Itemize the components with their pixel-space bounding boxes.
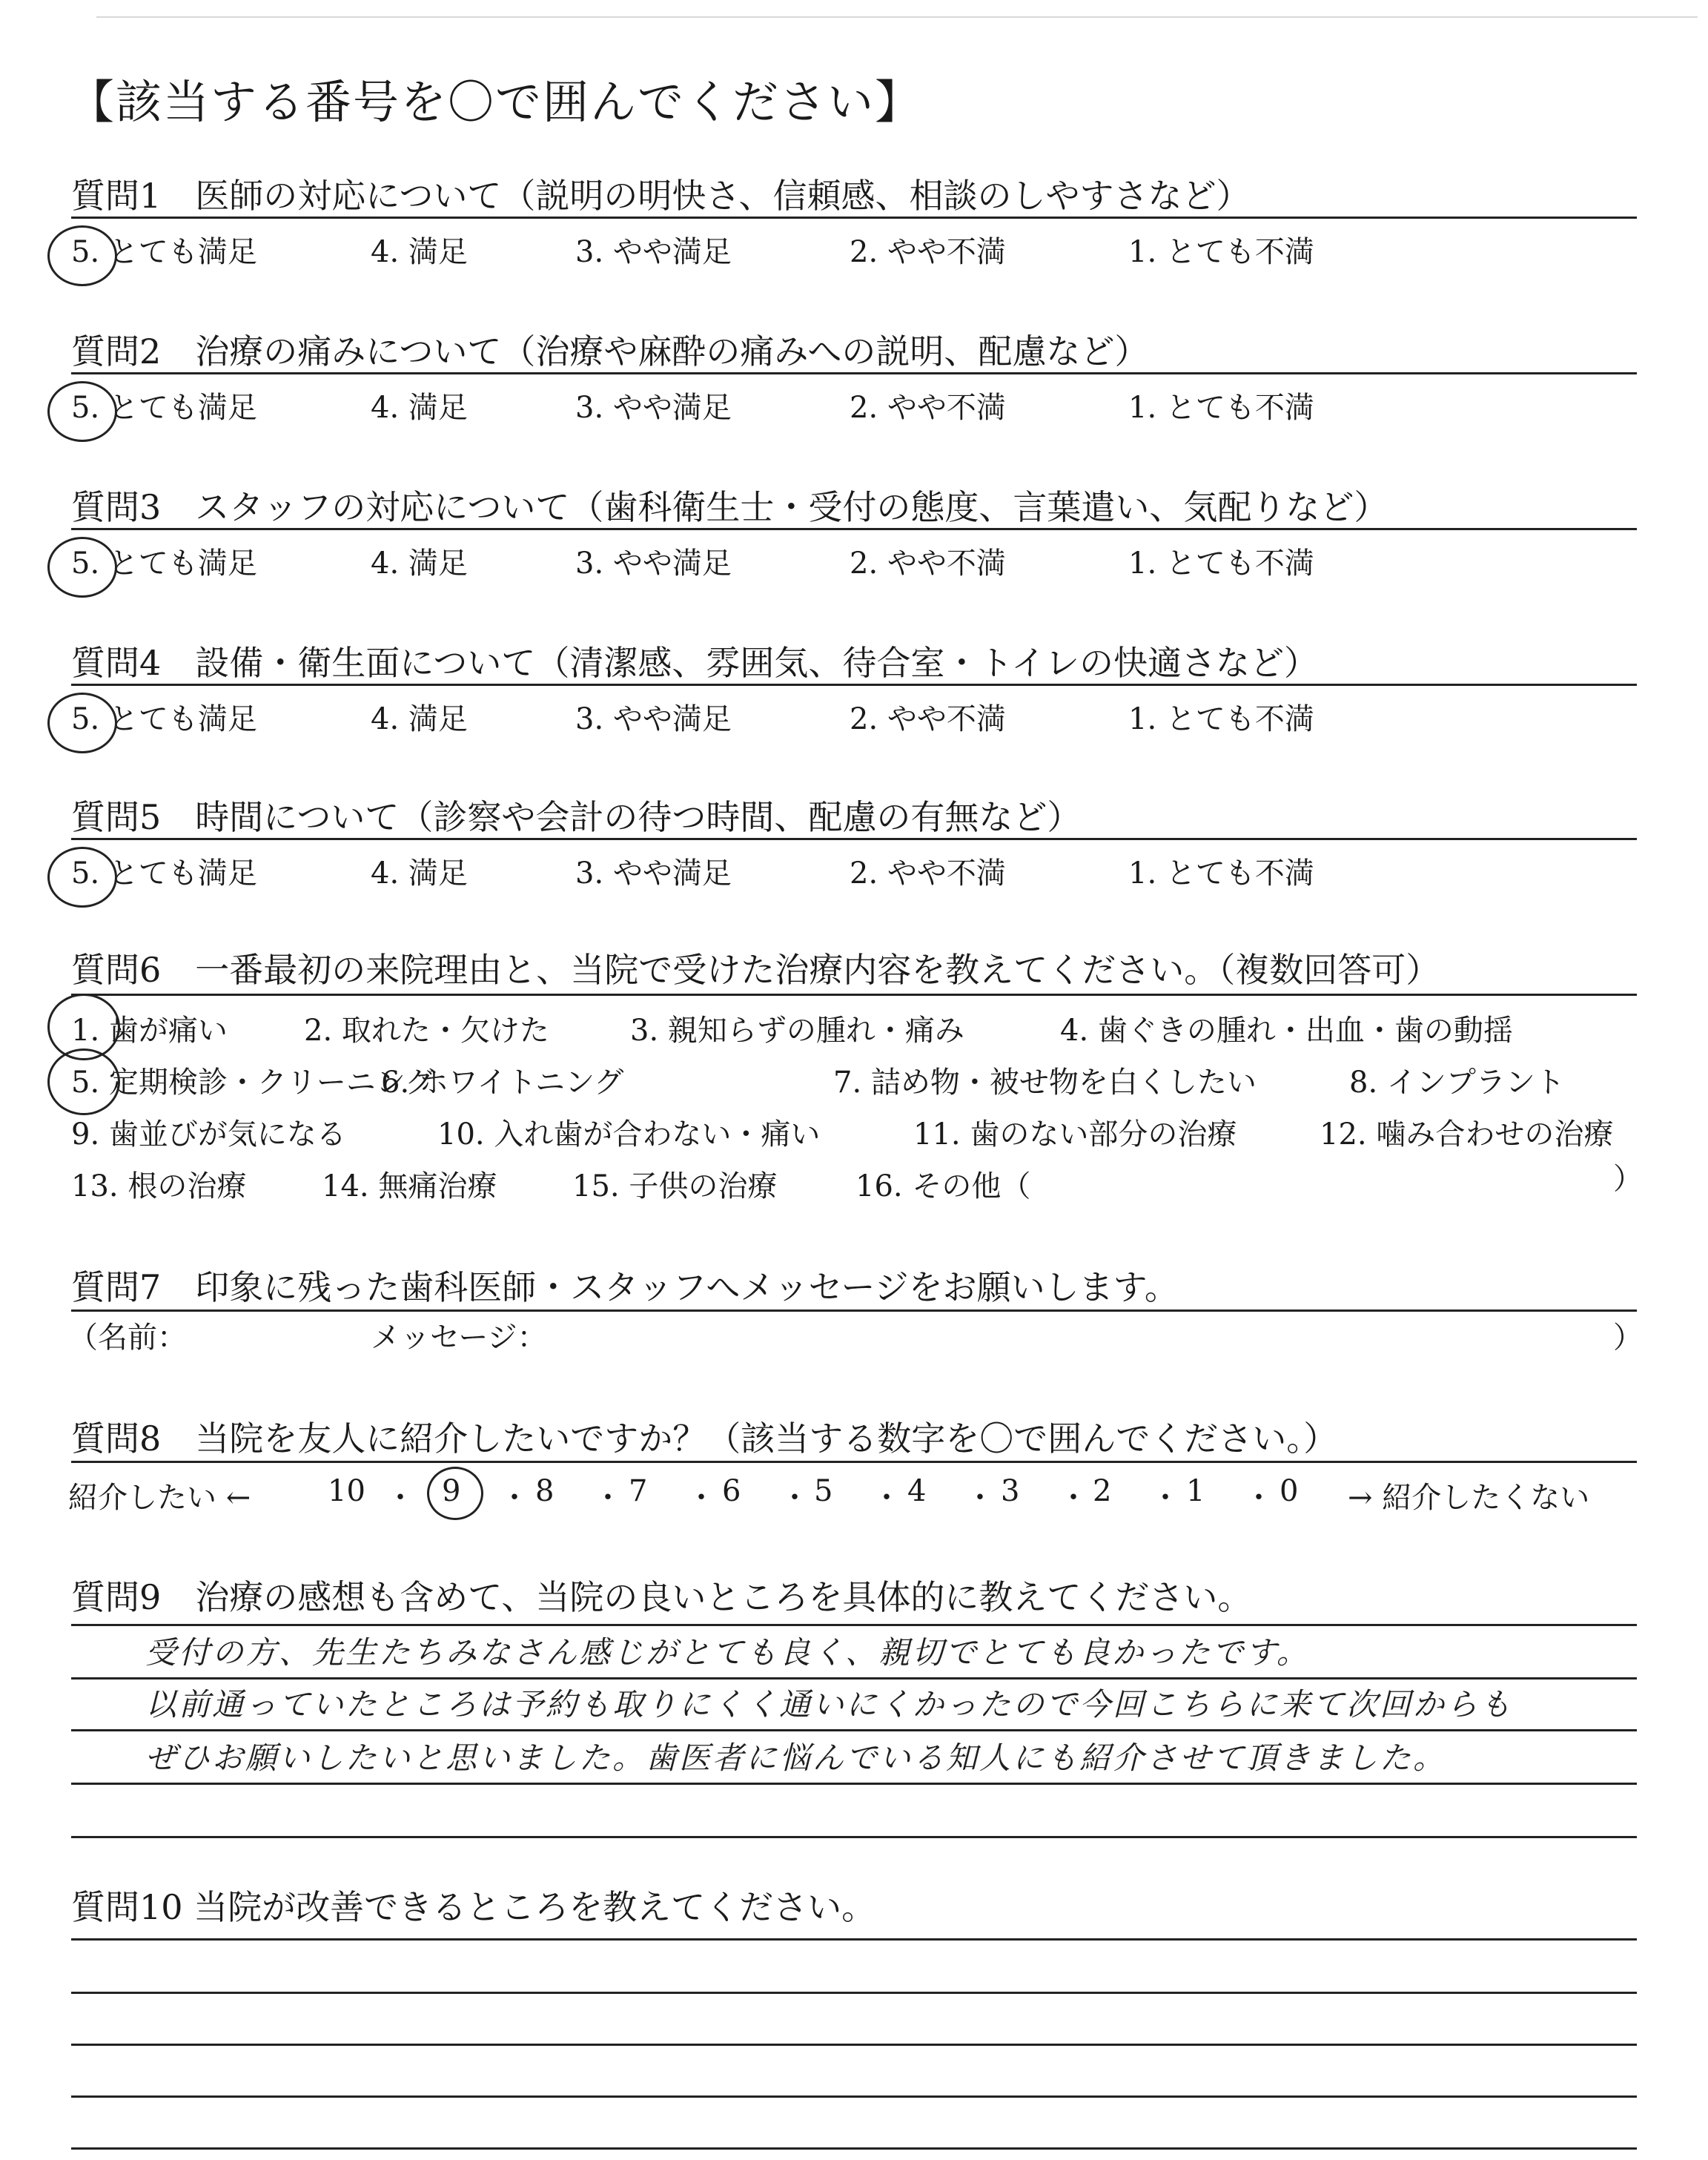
q8-scale-separator: ・: [500, 1481, 529, 1515]
q6-option[interactable]: 14. 無痛治療: [322, 1169, 497, 1203]
q5-selected-circle: [47, 847, 117, 908]
q8-scale-value[interactable]: 9: [442, 1474, 461, 1508]
q6-option[interactable]: 2. 取れた・欠けた: [304, 1014, 549, 1048]
q8-scale-separator: ・: [1059, 1481, 1088, 1515]
q8-left-label: 紹介したい ←: [68, 1481, 251, 1515]
q8-scale-value[interactable]: 8: [535, 1474, 555, 1508]
q9-rule-3: [71, 1783, 1637, 1785]
q2-selected-circle: [47, 381, 117, 442]
q1-option[interactable]: 3. やや満足: [575, 235, 732, 269]
q4-option[interactable]: 4. 満足: [371, 702, 468, 736]
q5-option[interactable]: 4. 満足: [371, 856, 468, 891]
q8-scale-value[interactable]: 3: [1001, 1474, 1020, 1508]
q8-scale-value[interactable]: 5: [814, 1474, 833, 1508]
q6-option[interactable]: 11. 歯のない部分の治療: [913, 1117, 1237, 1152]
q2-option[interactable]: 2. やや不満: [850, 391, 1006, 425]
q8-scale-separator: ・: [780, 1481, 810, 1515]
q8-scale-separator: ・: [872, 1481, 901, 1515]
q5-rule: [71, 838, 1637, 840]
q6-option[interactable]: 15. 子供の治療: [572, 1169, 778, 1203]
q3-option[interactable]: 4. 満足: [371, 546, 468, 581]
q6-option[interactable]: 12. 噛み合わせの治療: [1320, 1117, 1614, 1152]
q4-selected-circle: [47, 693, 117, 753]
q3-heading: 質問3 スタッフの対応について（歯科衛生士・受付の態度、言葉遣い、気配りなど）: [71, 487, 1388, 527]
q6-option[interactable]: 7. 詰め物・被せ物を白くしたい: [833, 1066, 1257, 1100]
q8-scale-value[interactable]: 6: [722, 1474, 741, 1508]
q9-rule-0: [71, 1624, 1637, 1626]
q6-option[interactable]: 16. その他（: [855, 1169, 1031, 1203]
q8-scale-separator: ・: [385, 1481, 415, 1515]
q9-rule-1: [71, 1677, 1637, 1680]
q4-rule: [71, 684, 1637, 686]
q6-close-paren: ）: [1613, 1162, 1643, 1196]
q10-rule-0: [71, 1938, 1637, 1941]
q6-option[interactable]: 5. 定期検診・クリーニング: [71, 1066, 435, 1100]
q2-heading: 質問2 治療の痛みについて（治療や麻酔の痛みへの説明、配慮など）: [71, 331, 1149, 371]
q8-right-label: → 紹介したくない: [1348, 1481, 1590, 1515]
q9-rule-2: [71, 1729, 1637, 1731]
q5-option[interactable]: 1. とても不満: [1128, 856, 1314, 891]
q3-option[interactable]: 2. やや不満: [850, 546, 1006, 581]
q6-option[interactable]: 3. 親知らずの腫れ・痛み: [630, 1014, 964, 1048]
q6-option[interactable]: 6. ホワイトニング: [381, 1066, 624, 1100]
q9-answer-line: ぜひお願いしたいと思いました。歯医者に悩んでいる知人にも紹介させて頂きました。: [145, 1740, 1447, 1776]
q1-option[interactable]: 4. 満足: [371, 235, 468, 269]
q8-scale-value[interactable]: 2: [1093, 1474, 1112, 1508]
q4-heading: 質問4 設備・衛生面について（清潔感、雰囲気、待合室・トイレの快適さなど）: [71, 643, 1319, 683]
q9-answer-line: 以前通っていたところは予約も取りにくく通いにくかったので今回こちらに来て次回からも: [145, 1686, 1514, 1723]
q2-option[interactable]: 5. とても満足: [71, 391, 257, 425]
q4-option[interactable]: 3. やや満足: [575, 702, 732, 736]
q8-scale-value[interactable]: 0: [1280, 1474, 1299, 1508]
form-title: 【該当する番号を〇で囲んでください】: [68, 75, 923, 129]
q3-option[interactable]: 3. やや満足: [575, 546, 732, 581]
q8-scale-separator: ・: [1244, 1481, 1274, 1515]
q9-rule-4: [71, 1836, 1637, 1838]
q2-rule: [71, 372, 1637, 374]
q1-heading: 質問1 医師の対応について（説明の明快さ、信頼感、相談のしやすさなど）: [71, 176, 1251, 216]
q7-heading: 質問7 印象に残った歯科医師・スタッフへメッセージをお願いします。: [71, 1267, 1179, 1307]
q8-scale-separator: ・: [965, 1481, 995, 1515]
q8-scale-value[interactable]: 7: [629, 1474, 648, 1508]
q6-option[interactable]: 8. インプラント: [1349, 1066, 1565, 1100]
q2-option[interactable]: 4. 満足: [371, 391, 468, 425]
q1-selected-circle: [47, 225, 117, 286]
q3-selected-circle: [47, 537, 117, 598]
q9-heading: 質問9 治療の感想も含めて、当院の良いところを具体的に教えてください。: [71, 1577, 1252, 1617]
q7-rule: [71, 1309, 1637, 1312]
page-top-edge: [96, 16, 1698, 18]
q6-rule: [71, 994, 1637, 996]
q8-scale-separator: ・: [686, 1481, 716, 1515]
q6-heading: 質問6 一番最初の来院理由と、当院で受けた治療内容を教えてください。（複数回答可）: [71, 950, 1440, 990]
q8-scale-value[interactable]: 1: [1186, 1474, 1205, 1508]
q6-selected-circle: [47, 1048, 120, 1115]
q2-option[interactable]: 1. とても不満: [1128, 391, 1314, 425]
q7-close-paren: ）: [1613, 1321, 1643, 1355]
q9-answer-line: 受付の方、先生たちみなさん感じがとても良く、親切でとても良かったです。: [145, 1634, 1310, 1671]
q10-rule-1: [71, 1992, 1637, 1994]
q6-option[interactable]: 1. 歯が痛い: [71, 1014, 228, 1048]
q7-message-label: メッセージ：: [371, 1321, 547, 1355]
q10-rule-3: [71, 2095, 1637, 2098]
q5-option[interactable]: 5. とても満足: [71, 856, 257, 891]
q4-option[interactable]: 5. とても満足: [71, 702, 257, 736]
q4-option[interactable]: 2. やや不満: [850, 702, 1006, 736]
q7-name-label: （名前：: [68, 1321, 187, 1355]
q3-option[interactable]: 1. とても不満: [1128, 546, 1314, 581]
q3-rule: [71, 528, 1637, 530]
q2-option[interactable]: 3. やや満足: [575, 391, 732, 425]
q8-scale-separator: ・: [1151, 1481, 1180, 1515]
q6-option[interactable]: 4. 歯ぐきの腫れ・出血・歯の動揺: [1060, 1014, 1513, 1048]
q5-heading: 質問5 時間について（診察や会計の待つ時間、配慮の有無など）: [71, 797, 1082, 837]
q5-option[interactable]: 3. やや満足: [575, 856, 732, 891]
q8-scale-value[interactable]: 10: [328, 1474, 365, 1508]
q3-option[interactable]: 5. とても満足: [71, 546, 257, 581]
q1-option[interactable]: 2. やや不満: [850, 235, 1006, 269]
q8-heading: 質問8 当院を友人に紹介したいですか？（該当する数字を〇で囲んでください。）: [71, 1418, 1338, 1459]
q8-rule: [71, 1461, 1637, 1463]
q10-rule-4: [71, 2147, 1637, 2150]
q1-option[interactable]: 1. とても不満: [1128, 235, 1314, 269]
q10-heading: 質問10 当院が改善できるところを教えてください。: [71, 1887, 876, 1927]
q1-option[interactable]: 5. とても満足: [71, 235, 257, 269]
q4-option[interactable]: 1. とても不満: [1128, 702, 1314, 736]
q6-option[interactable]: 9. 歯並びが気になる: [71, 1117, 346, 1152]
q8-selected-circle: [427, 1467, 483, 1520]
q5-option[interactable]: 2. やや不満: [850, 856, 1006, 891]
q6-option[interactable]: 13. 根の治療: [71, 1169, 247, 1203]
q1-rule: [71, 217, 1637, 219]
q8-scale-separator: ・: [593, 1481, 623, 1515]
q6-option[interactable]: 10. 入れ歯が合わない・痛い: [437, 1117, 821, 1152]
q8-scale-value[interactable]: 4: [907, 1474, 927, 1508]
q10-rule-2: [71, 2044, 1637, 2046]
